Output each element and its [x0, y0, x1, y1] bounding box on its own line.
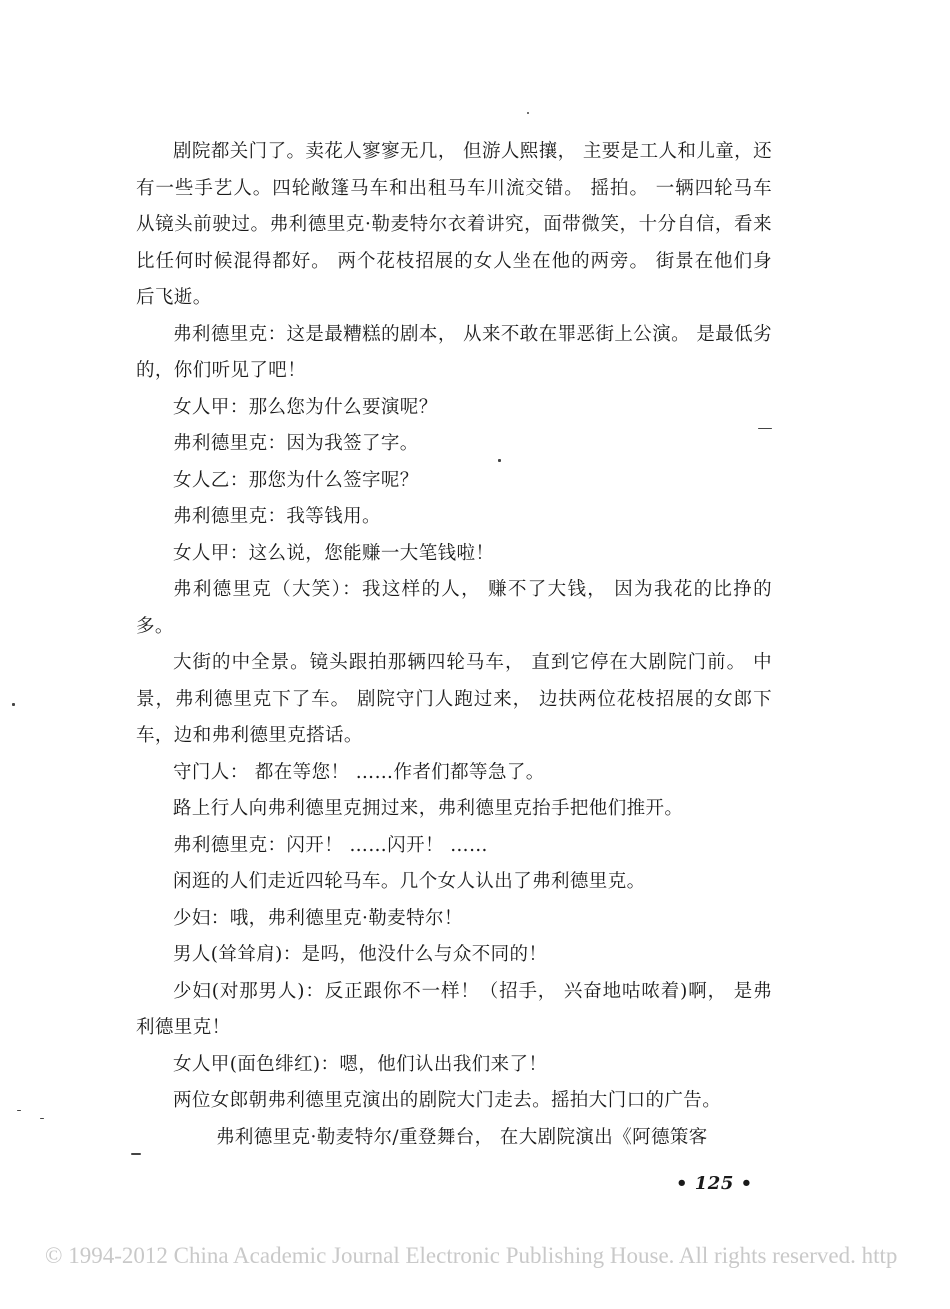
page-number: • 125 • — [676, 1173, 753, 1194]
paragraph-crowd-gathers: 路上行人向弗利德里克拥过来，弗利德里克抬手把他们推开。 — [173, 798, 684, 819]
paragraph-strollers: 闲逛的人们走近四轮马车。几个女人认出了弗利德里克。 — [173, 871, 646, 892]
paragraph-woman-a-line-2: 女人甲：这么说，您能赚一大笔钱啦！ — [173, 542, 495, 564]
paragraph-theatre-arrival: 大街的中全景。镜头跟拍那辆四轮马车， 直到它停在大剧院门前。 中景，弗利德里克下了车。 剧院守门人跑过来， 边扶两位花枝招展的女郎下车，边和弗利德里克搭话。 — [136, 652, 772, 746]
copyright-watermark: © 1994-2012 China Academic Journal Electronic Publishing House. All rights reserved. http — [45, 1243, 898, 1268]
scan-speck — [527, 112, 529, 114]
paragraph-frederick-line-3: 弗利德里克：我等钱用。 — [173, 506, 381, 527]
paragraph-frederick-laughs: 弗利德里克（大笑）：我这样的人， 赚不了大钱， 因为我花的比挣的多。 — [136, 579, 772, 637]
paragraph-woman-a-line-1: 女人甲：那么您为什么要演呢？ — [173, 396, 438, 418]
scan-speck — [40, 1118, 44, 1119]
scan-speck — [17, 1110, 21, 1111]
paragraph-frederick-line-1: 弗利德里克：这是最糟糕的剧本， 从来不敢在罪恶街上公演。 是最低劣的，你们听见了吧！ — [136, 323, 772, 381]
paragraph-young-woman-line-2: 少妇(对那男人)：反正跟你不一样！（招手， 兴奋地咕哝着)啊， 是弗利德里克！ — [136, 980, 772, 1038]
paragraph-doorkeeper-line: 守门人： 都在等您！ ……作者们都等急了。 — [173, 761, 545, 783]
paragraph-frederick-line-4: 弗利德里克：闪开！ ……闪开！ …… — [173, 834, 488, 856]
body-text — [136, 134, 772, 1156]
paragraph-man-line: 男人(耸耸肩)：是吗，他没什么与众不同的！ — [173, 944, 548, 965]
paragraph-woman-b-line: 女人乙：那您为什么签字呢？ — [173, 469, 419, 491]
paragraph-street-scene: 剧院都关门了。卖花人寥寥无几， 但游人熙攘， 主要是工人和儿童，还有一些手艺人。四轮敞篷马车和出租马车川流交错。 摇拍。 一辆四轮马车从镜头前驶过。弗利德里克·勒麦特尔衣着讲究，面带微笑，十分自信，看来比任何时候混得都好。 两个花枝招展的女人坐在他的两旁。 街景在他们身后飞逝。 — [136, 141, 772, 308]
scan-speck — [12, 703, 15, 706]
paragraph-poster-line: 弗利德里克·勒麦特尔/重登舞台， 在大剧院演出《阿德策客 — [216, 1126, 708, 1148]
paragraph-young-woman-line-1: 少妇：哦，弗利德里克·勒麦特尔！ — [173, 907, 463, 929]
paragraph-woman-a-blushing: 女人甲(面色绯红)：嗯，他们认出我们来了！ — [173, 1053, 548, 1075]
paragraph-women-walk-to-theatre: 两位女郎朝弗利德里克演出的剧院大门走去。摇拍大门口的广告。 — [173, 1090, 722, 1111]
paragraph-frederick-line-2: 弗利德里克：因为我签了字。 — [173, 433, 419, 454]
